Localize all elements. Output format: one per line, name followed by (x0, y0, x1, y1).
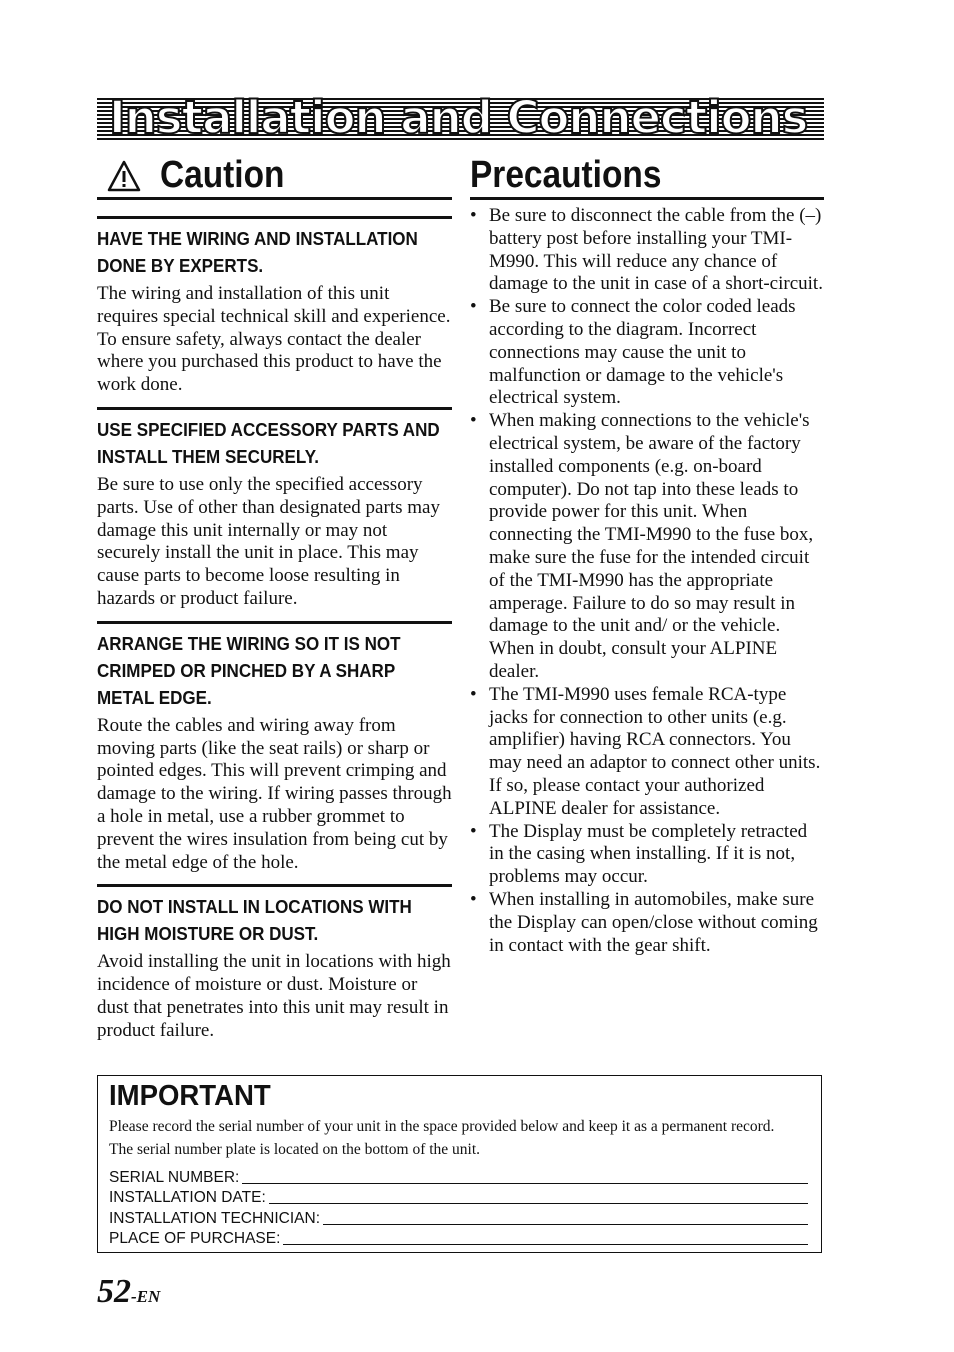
precautions-heading-rule (470, 197, 824, 200)
record-fields (109, 1166, 808, 1248)
important-title: IMPORTANT (109, 1080, 271, 1112)
bullet-icon: • (470, 205, 477, 226)
list-item (470, 410, 826, 684)
blank-line (323, 1224, 808, 1225)
page-number-suffix: -EN (131, 1287, 161, 1306)
list-item (470, 821, 826, 889)
list-item-text: When making connections to the vehicle's electrical system, be aware of the factory installed components (e.g. on-board computer). Do not tap into these leads to provide power for this unit. When connecting the TMI-M990 to the fuse box, make sure the fuse for the intended circuit of the TMI-M990 has the appropriate amperage. Failure to do so may result in damage to the unit and/ or the vehicle. When in doubt, consult your ALPINE dealer. (489, 410, 814, 682)
section-heading: DO NOT INSTALL IN LOCATIONS WITH HIGH MOISTURE OR DUST. (97, 896, 412, 945)
bullet-icon: • (470, 683, 477, 705)
bullet-icon: • (470, 410, 477, 432)
list-item-text: The Display must be completely retracted in the casing when installing. If it is not, problems may occur. (489, 820, 808, 888)
field-label: INSTALLATION DATE: (109, 1189, 266, 1207)
place-of-purchase-field (109, 1228, 808, 1249)
list-item-text: Be sure to connect the color coded leads according to the diagram. Incorrect connections may cause the unit to malfunction or damage to the vehicle's electrical system. (489, 296, 796, 409)
serial-number-field (109, 1166, 808, 1187)
caution-heading-rule (97, 197, 452, 200)
caution-column (97, 216, 452, 1053)
caution-section (97, 884, 452, 1042)
installation-technician-field (109, 1207, 808, 1228)
section-body: Be sure to use only the specified accessory parts. Use of other than designated parts may damage this unit internally or may not securely install the unit in place. This may cause parts to become loose resulting in hazards or product failure. (97, 473, 440, 609)
section-body: Route the cables and wiring away from moving parts (like the seat rails) or sharp or pointed edges. This will prevent crimping and damage to the wiring. If wiring passes through a hole in metal, use a rubber grommet to prevent the wires insulation from being cut by the metal edge of the hole. (97, 714, 452, 873)
title-banner (97, 91, 824, 144)
field-label: PLACE OF PURCHASE: (109, 1230, 281, 1248)
caution-section (97, 216, 452, 397)
list-item-text: The TMI-M990 uses female RCA-type jacks for connection to other units (e.g. amplifier) having RCA connectors. You may need an adaptor to connect other units. If so, please contact your authorized ALPINE dealer for assistance. (489, 683, 821, 819)
section-heading: USE SPECIFIED ACCESSORY PARTS AND INSTALL THEM SECURELY. (97, 418, 440, 467)
blank-line (242, 1183, 808, 1184)
page-number-value: 52 (97, 1273, 131, 1310)
field-label: SERIAL NUMBER: (109, 1168, 240, 1186)
list-item-text: Be sure to disconnect the cable from the (–) battery post before installing your TMI-M990. This will reduce any chance of damage to the unit in case of a short-circuit. (489, 205, 823, 295)
section-heading: HAVE THE WIRING AND INSTALLATION DONE BY EXPERTS. (97, 228, 418, 276)
list-item (470, 205, 826, 296)
caution-section (97, 621, 452, 875)
blank-line (269, 1203, 808, 1204)
section-body: The wiring and installation of this unit requires special technical skill and experience. To ensure safety, always contact the dealer where you purchased this product to have the work done. (97, 283, 451, 396)
caution-heading: Caution (160, 154, 285, 196)
important-text: Please record the serial number of your unit in the space provided below and keep it as a permanent record. The serial number plate is located on the bottom of the unit. (109, 1118, 775, 1158)
caution-section (97, 407, 452, 611)
section-body: Avoid installing the unit in locations with high incidence of moisture or dust. Moisture or dust that penetrates into this unit may result in product failure. (97, 951, 451, 1041)
bullet-icon: • (470, 296, 477, 318)
list-item (470, 296, 826, 410)
page-title: Installation and Connections (109, 91, 808, 144)
list-item (470, 889, 826, 957)
list-item (470, 684, 826, 821)
precautions-column (470, 205, 826, 957)
warning-triangle-icon (107, 160, 141, 192)
blank-line (283, 1244, 808, 1245)
bullet-icon: • (470, 888, 477, 910)
field-label: INSTALLATION TECHNICIAN: (109, 1209, 321, 1227)
section-heading: ARRANGE THE WIRING SO IT IS NOT CRIMPED OR PINCHED BY A SHARP METAL EDGE. (97, 632, 401, 708)
installation-date-field (109, 1187, 808, 1208)
bullet-icon: • (470, 820, 477, 842)
page-number (97, 1272, 160, 1317)
important-box (97, 1075, 822, 1253)
precautions-heading: Precautions (470, 154, 662, 196)
list-item-text: When installing in automobiles, make sure the Display can open/close without coming in contact with the gear shift. (489, 888, 818, 956)
precautions-list (470, 205, 826, 957)
